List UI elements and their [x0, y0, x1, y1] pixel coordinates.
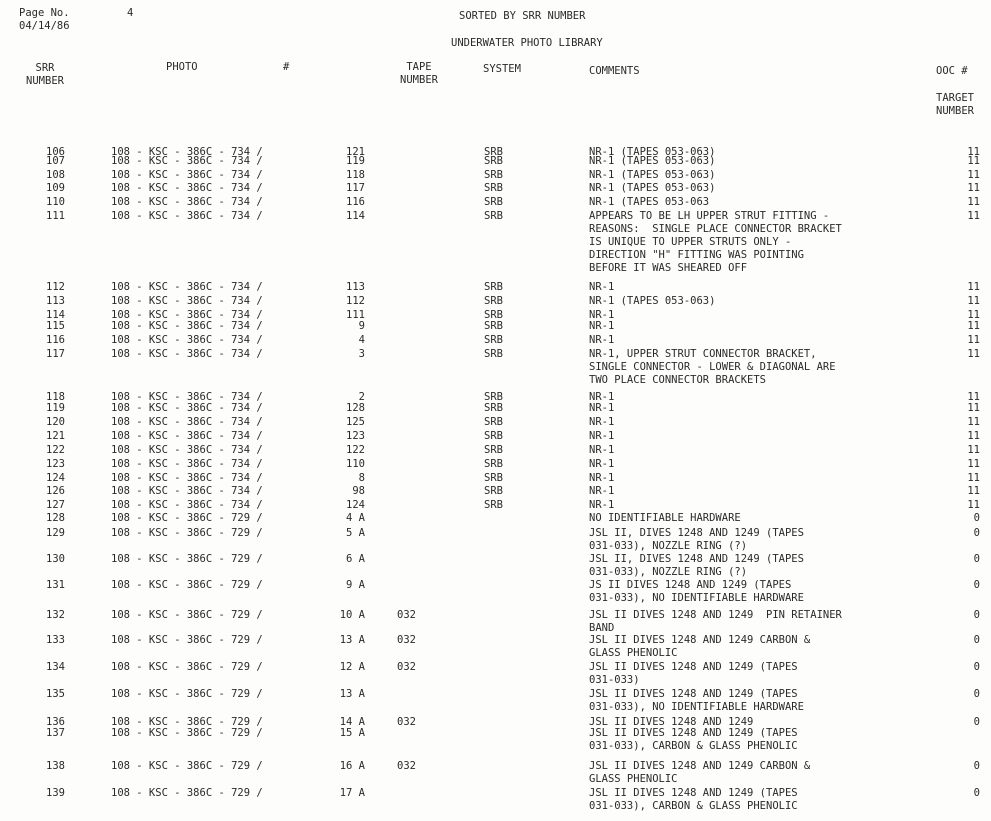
system-code: SRB: [484, 334, 503, 346]
target-number: 0: [973, 661, 980, 673]
comment-text: NR-1 (TAPES 053-063: [589, 196, 710, 208]
srr-number: 139: [46, 787, 65, 799]
comment-text: NR-1 (TAPES 053-063): [589, 155, 716, 167]
target-number: 11: [967, 472, 980, 484]
system-code: SRB: [484, 295, 503, 307]
target-number: 11: [967, 391, 980, 403]
system-code: SRB: [484, 210, 503, 222]
col-header-tape: TAPE NUMBER: [400, 61, 438, 86]
system-code: SRB: [484, 196, 503, 208]
photo-number: 112: [346, 295, 365, 307]
photo-id: 108 - KSC - 386C - 729 /: [111, 716, 263, 728]
comment-text: JSL II DIVES 1248 AND 1249 PIN RETAINER BAND: [589, 609, 842, 634]
photo-id: 108 - KSC - 386C - 734 /: [111, 348, 263, 360]
srr-number: 123: [46, 458, 65, 470]
srr-number: 136: [46, 716, 65, 728]
photo-number: 14 A: [339, 716, 365, 728]
target-number: 11: [967, 458, 980, 470]
comment-text: NR-1: [589, 472, 615, 484]
photo-id: 108 - KSC - 386C - 734 /: [111, 281, 263, 293]
tape-number: 032: [397, 760, 416, 772]
photo-number: 118: [346, 169, 365, 181]
target-number: 0: [973, 760, 980, 772]
col-header-photo: PHOTO: [166, 61, 198, 73]
photo-id: 108 - KSC - 386C - 729 /: [111, 512, 263, 524]
target-number: 0: [973, 787, 980, 799]
system-code: SRB: [484, 391, 503, 403]
photo-id: 108 - KSC - 386C - 734 /: [111, 402, 263, 414]
photo-number: 2: [358, 391, 365, 403]
comment-text: NR-1 (TAPES 053-063): [589, 182, 716, 194]
srr-number: 122: [46, 444, 65, 456]
system-code: SRB: [484, 472, 503, 484]
system-code: SRB: [484, 320, 503, 332]
system-code: SRB: [484, 169, 503, 181]
srr-number: 120: [46, 416, 65, 428]
system-code: SRB: [484, 485, 503, 497]
srr-number: 129: [46, 527, 65, 539]
srr-number: 116: [46, 334, 65, 346]
photo-id: 108 - KSC - 386C - 734 /: [111, 430, 263, 442]
photo-number: 5 A: [346, 527, 365, 539]
comment-text: NR-1: [589, 309, 615, 321]
target-number: 11: [967, 281, 980, 293]
srr-number: 130: [46, 553, 65, 565]
system-code: SRB: [484, 155, 503, 167]
page-number: 4: [127, 7, 134, 19]
comment-text: APPEARS TO BE LH UPPER STRUT FITTING - REASONS: SINGLE PLACE CONNECTOR BRACKET IS UNIQUE TO UPPER STRUTS ONLY - DIRECTION "H" FITTING WAS POINTING BEFORE IT WAS SHEARED OFF: [589, 210, 842, 274]
photo-number: 128: [346, 402, 365, 414]
photo-id: 108 - KSC - 386C - 734 /: [111, 416, 263, 428]
comment-text: NR-1: [589, 416, 615, 428]
photo-number: 13 A: [339, 688, 365, 700]
srr-number: 133: [46, 634, 65, 646]
photo-number: 16 A: [339, 760, 365, 772]
photo-number: 12 A: [339, 661, 365, 673]
photo-number: 114: [346, 210, 365, 222]
col-header-system: SYSTEM: [483, 63, 521, 75]
photo-id: 108 - KSC - 386C - 734 /: [111, 444, 263, 456]
target-number: 11: [967, 320, 980, 332]
photo-number: 9 A: [346, 579, 365, 591]
target-number: 11: [967, 169, 980, 181]
col-header-ooc: OOC #: [936, 65, 968, 77]
target-number: 11: [967, 348, 980, 360]
photo-id: 108 - KSC - 386C - 729 /: [111, 579, 263, 591]
comment-text: JSL II DIVES 1248 AND 1249 (TAPES 031-033), NO IDENTIFIABLE HARDWARE: [589, 688, 804, 713]
target-number: 11: [967, 444, 980, 456]
system-code: SRB: [484, 182, 503, 194]
photo-id: 108 - KSC - 386C - 729 /: [111, 787, 263, 799]
tape-number: 032: [397, 634, 416, 646]
photo-number: 6 A: [346, 553, 365, 565]
comment-text: JSL II, DIVES 1248 AND 1249 (TAPES 031-033), NOZZLE RING (?): [589, 553, 804, 578]
photo-id: 108 - KSC - 386C - 734 /: [111, 499, 263, 511]
target-number: 11: [967, 196, 980, 208]
comment-text: NO IDENTIFIABLE HARDWARE: [589, 512, 741, 524]
photo-id: 108 - KSC - 386C - 734 /: [111, 210, 263, 222]
comment-text: JS II DIVES 1248 AND 1249 (TAPES 031-033), NO IDENTIFIABLE HARDWARE: [589, 579, 804, 604]
photo-id: 108 - KSC - 386C - 734 /: [111, 334, 263, 346]
srr-number: 132: [46, 609, 65, 621]
comment-text: NR-1: [589, 334, 615, 346]
photo-id: 108 - KSC - 386C - 729 /: [111, 760, 263, 772]
comment-text: JSL II DIVES 1248 AND 1249 CARBON & GLASS PHENOLIC: [589, 634, 811, 659]
photo-id: 108 - KSC - 386C - 734 /: [111, 155, 263, 167]
photo-number: 10 A: [339, 609, 365, 621]
photo-number: 116: [346, 196, 365, 208]
photo-id: 108 - KSC - 386C - 729 /: [111, 661, 263, 673]
target-number: 0: [973, 579, 980, 591]
target-number: 0: [973, 512, 980, 524]
target-number: 11: [967, 334, 980, 346]
comment-text: JSL II, DIVES 1248 AND 1249 (TAPES 031-033), NOZZLE RING (?): [589, 527, 804, 552]
photo-number: 9: [358, 320, 365, 332]
target-number: 0: [973, 527, 980, 539]
srr-number: 137: [46, 727, 65, 739]
comment-text: JSL II DIVES 1248 AND 1249 CARBON & GLASS PHENOLIC: [589, 760, 811, 785]
srr-number: 134: [46, 661, 65, 673]
comment-text: NR-1: [589, 320, 615, 332]
photo-number: 123: [346, 430, 365, 442]
srr-number: 127: [46, 499, 65, 511]
comment-text: NR-1: [589, 499, 615, 511]
target-number: 11: [967, 295, 980, 307]
target-number: 11: [967, 430, 980, 442]
photo-id: 108 - KSC - 386C - 729 /: [111, 727, 263, 739]
srr-number: 121: [46, 430, 65, 442]
target-number: 0: [973, 688, 980, 700]
srr-number: 135: [46, 688, 65, 700]
srr-number: 106: [46, 146, 65, 158]
comment-text: NR-1 (TAPES 053-063): [589, 146, 716, 158]
srr-number: 117: [46, 348, 65, 360]
col-header-target: TARGET NUMBER: [936, 92, 974, 117]
photo-number: 121: [346, 146, 365, 158]
target-number: 11: [967, 146, 980, 158]
target-number: 11: [967, 499, 980, 511]
photo-number: 17 A: [339, 787, 365, 799]
comment-text: JSL II DIVES 1248 AND 1249 (TAPES 031-033): [589, 661, 798, 686]
system-code: SRB: [484, 458, 503, 470]
photo-id: 108 - KSC - 386C - 734 /: [111, 182, 263, 194]
comment-text: JSL II DIVES 1248 AND 1249 (TAPES 031-033), CARBON & GLASS PHENOLIC: [589, 727, 798, 752]
photo-id: 108 - KSC - 386C - 729 /: [111, 688, 263, 700]
target-number: 11: [967, 210, 980, 222]
system-code: SRB: [484, 416, 503, 428]
system-code: SRB: [484, 309, 503, 321]
tape-number: 032: [397, 716, 416, 728]
srr-number: 110: [46, 196, 65, 208]
srr-number: 138: [46, 760, 65, 772]
srr-number: 114: [46, 309, 65, 321]
photo-id: 108 - KSC - 386C - 734 /: [111, 169, 263, 181]
comment-text: NR-1, UPPER STRUT CONNECTOR BRACKET, SINGLE CONNECTOR - LOWER & DIAGONAL ARE TWO PLACE CONNECTOR BRACKETS: [589, 348, 836, 386]
system-code: SRB: [484, 146, 503, 158]
photo-number: 110: [346, 458, 365, 470]
photo-number: 124: [346, 499, 365, 511]
target-number: 0: [973, 716, 980, 728]
photo-number: 15 A: [339, 727, 365, 739]
comment-text: NR-1: [589, 391, 615, 403]
photo-number: 125: [346, 416, 365, 428]
srr-number: 107: [46, 155, 65, 167]
tape-number: 032: [397, 661, 416, 673]
system-code: SRB: [484, 281, 503, 293]
photo-id: 108 - KSC - 386C - 734 /: [111, 472, 263, 484]
target-number: 0: [973, 609, 980, 621]
srr-number: 124: [46, 472, 65, 484]
photo-number: 98: [352, 485, 365, 497]
srr-number: 111: [46, 210, 65, 222]
photo-id: 108 - KSC - 386C - 734 /: [111, 458, 263, 470]
comment-text: NR-1: [589, 444, 615, 456]
photo-id: 108 - KSC - 386C - 734 /: [111, 295, 263, 307]
srr-number: 131: [46, 579, 65, 591]
sort-caption: SORTED BY SRR NUMBER: [459, 10, 586, 22]
photo-number: 3: [358, 348, 365, 360]
report-date: 04/14/86: [19, 20, 70, 32]
srr-number: 118: [46, 391, 65, 403]
comment-text: JSL II DIVES 1248 AND 1249: [589, 716, 754, 728]
comment-text: NR-1: [589, 485, 615, 497]
srr-number: 112: [46, 281, 65, 293]
system-code: SRB: [484, 444, 503, 456]
system-code: SRB: [484, 499, 503, 511]
comment-text: NR-1 (TAPES 053-063): [589, 169, 716, 181]
srr-number: 109: [46, 182, 65, 194]
col-header-srr: SRR NUMBER: [26, 62, 64, 87]
target-number: 0: [973, 634, 980, 646]
comment-text: JSL II DIVES 1248 AND 1249 (TAPES 031-033), CARBON & GLASS PHENOLIC: [589, 787, 798, 812]
col-header-comments: COMMENTS: [589, 65, 640, 77]
photo-number: 117: [346, 182, 365, 194]
srr-number: 126: [46, 485, 65, 497]
comment-text: NR-1: [589, 458, 615, 470]
page-label: Page No.: [19, 7, 70, 19]
photo-id: 108 - KSC - 386C - 734 /: [111, 196, 263, 208]
system-code: SRB: [484, 430, 503, 442]
photo-number: 119: [346, 155, 365, 167]
target-number: 11: [967, 155, 980, 167]
comment-text: NR-1: [589, 281, 615, 293]
comment-text: NR-1 (TAPES 053-063): [589, 295, 716, 307]
photo-number: 122: [346, 444, 365, 456]
system-code: SRB: [484, 348, 503, 360]
photo-id: 108 - KSC - 386C - 734 /: [111, 485, 263, 497]
srr-number: 115: [46, 320, 65, 332]
photo-number: 4 A: [346, 512, 365, 524]
photo-id: 108 - KSC - 386C - 729 /: [111, 553, 263, 565]
library-title: UNDERWATER PHOTO LIBRARY: [451, 37, 603, 49]
comment-text: NR-1: [589, 402, 615, 414]
target-number: 11: [967, 416, 980, 428]
col-header-hash: #: [283, 61, 290, 73]
photo-number: 113: [346, 281, 365, 293]
photo-id: 108 - KSC - 386C - 734 /: [111, 391, 263, 403]
photo-number: 4: [358, 334, 365, 346]
system-code: SRB: [484, 402, 503, 414]
target-number: 11: [967, 182, 980, 194]
srr-number: 128: [46, 512, 65, 524]
photo-id: 108 - KSC - 386C - 734 /: [111, 146, 263, 158]
tape-number: 032: [397, 609, 416, 621]
target-number: 11: [967, 309, 980, 321]
srr-number: 119: [46, 402, 65, 414]
target-number: 11: [967, 402, 980, 414]
target-number: 11: [967, 485, 980, 497]
photo-number: 13 A: [339, 634, 365, 646]
photo-id: 108 - KSC - 386C - 729 /: [111, 527, 263, 539]
photo-id: 108 - KSC - 386C - 729 /: [111, 634, 263, 646]
photo-id: 108 - KSC - 386C - 734 /: [111, 309, 263, 321]
target-number: 0: [973, 553, 980, 565]
srr-number: 113: [46, 295, 65, 307]
photo-id: 108 - KSC - 386C - 729 /: [111, 609, 263, 621]
photo-number: 8: [358, 472, 365, 484]
photo-id: 108 - KSC - 386C - 734 /: [111, 320, 263, 332]
comment-text: NR-1: [589, 430, 615, 442]
photo-number: 111: [346, 309, 365, 321]
srr-number: 108: [46, 169, 65, 181]
